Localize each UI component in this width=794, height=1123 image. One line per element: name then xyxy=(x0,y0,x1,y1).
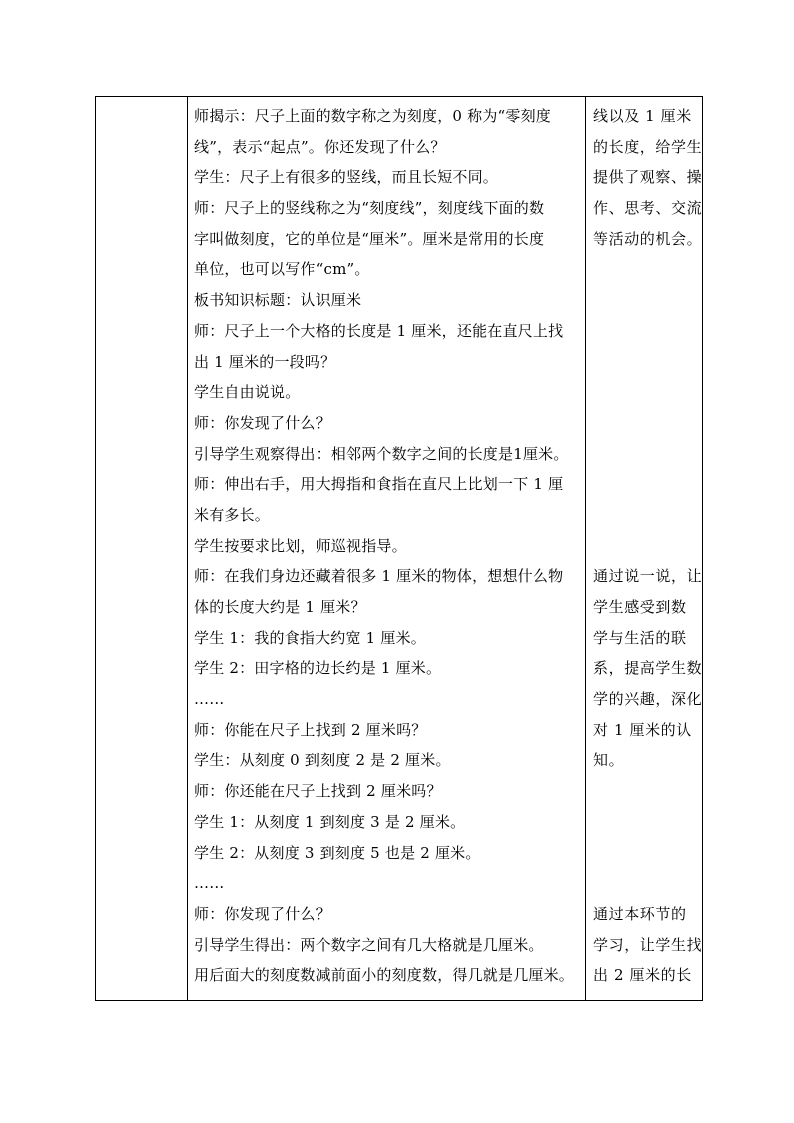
process-line: 线”，表示“起点”。你还发现了什么？ xyxy=(194,137,446,156)
process-line: 学生：尺子上有很多的竖线，而且长短不同。 xyxy=(194,168,499,187)
note-line: 作、思考、交流 xyxy=(593,199,703,218)
process-line: 引导学生得出：两个数字之间有几大格就是几厘米。 xyxy=(194,935,544,954)
blank-line xyxy=(593,807,702,838)
blank-line xyxy=(593,776,702,807)
process-line: 师：你发现了什么？ xyxy=(194,413,331,432)
process-line: 师：伸出右手，用大拇指和食指在直尺上比划一下 1 厘 xyxy=(194,475,564,494)
process-line: 师：尺子上的竖线称之为“刻度线”，刻度线下面的数 xyxy=(194,199,545,218)
note-line: 知。 xyxy=(593,751,625,770)
blank-line xyxy=(593,469,702,500)
process-line: 引导学生观察得出：相邻两个数字之间的长度是1厘米。 xyxy=(194,444,569,463)
note-line: 线以及 1 厘米 xyxy=(593,107,692,125)
note-line: 通过本环节的 xyxy=(593,904,687,923)
process-line: 学生：从刻度 0 到刻度 2 是 2 厘米。 xyxy=(194,751,451,770)
process-line: 学生 2：田字格的边长约是 1 厘米。 xyxy=(194,659,442,678)
process-line: 学生自由说说。 xyxy=(194,383,301,402)
process-line: 学生 1：从刻度 1 到刻度 3 是 2 厘米。 xyxy=(194,812,466,831)
blank-line xyxy=(593,316,702,347)
teaching-process-text xyxy=(188,97,585,991)
note-line: 学习，让学生找 xyxy=(593,935,703,954)
process-line: 体的长度大约是 1 厘米？ xyxy=(194,598,366,616)
blank-line xyxy=(593,285,702,316)
blank-line xyxy=(593,439,702,470)
process-line: …… xyxy=(194,690,225,709)
process-line: 学生按要求比划，师巡视指导。 xyxy=(194,536,407,555)
blank-line xyxy=(593,868,702,899)
process-line: 出 1 厘米的一段吗？ xyxy=(194,352,336,371)
process-line: 师：你发现了什么？ xyxy=(194,904,331,923)
blank-line xyxy=(593,500,702,531)
design-notes-cell xyxy=(586,97,703,1001)
lesson-plan-table xyxy=(95,96,703,1001)
note-line: 系，提高学生数 xyxy=(593,659,703,678)
note-line: 出 2 厘米的长 xyxy=(593,966,692,985)
process-line: …… xyxy=(194,874,225,893)
process-line: 学生 2：从刻度 3 到刻度 5 也是 2 厘米。 xyxy=(194,843,481,862)
note-line: 对 1 厘米的认 xyxy=(593,720,692,739)
process-line: 学生 1：我的食指大约宽 1 厘米。 xyxy=(194,628,426,647)
process-line: 单位，也可以写作“cm”。 xyxy=(194,260,370,279)
process-line: 师：你还能在尺子上找到 2 厘米吗？ xyxy=(194,782,442,801)
process-line: 师：你能在尺子上找到 2 厘米吗？ xyxy=(194,720,427,739)
process-line: 米有多长。 xyxy=(194,505,271,524)
process-line: 字叫做刻度，它的单位是“厘米”。厘米是常用的长度 xyxy=(194,229,545,248)
note-line: 提供了观察、操 xyxy=(593,168,703,187)
process-line: 用后面大的刻度数减前面小的刻度数，得几就是几厘米。 xyxy=(194,966,575,985)
blank-line xyxy=(593,254,702,285)
process-line: 师揭示：尺子上面的数字称之为刻度，0 称为“零刻度 xyxy=(194,107,551,125)
note-line: 学的兴趣，深化 xyxy=(593,690,703,709)
note-line: 的长度，给学生 xyxy=(593,137,703,156)
design-notes-text xyxy=(586,97,702,991)
note-line: 学与生活的联 xyxy=(593,628,687,647)
blank-line xyxy=(593,531,702,562)
process-line: 师：在我们身边还藏着很多 1 厘米的物体，想想什么物 xyxy=(194,567,564,586)
table-row xyxy=(96,97,703,1001)
teaching-process-cell xyxy=(188,97,586,1001)
process-line: 师：尺子上一个大格的长度是 1 厘米，还能在直尺上找 xyxy=(194,321,564,340)
blank-line xyxy=(593,347,702,378)
blank-line xyxy=(593,408,702,439)
note-line: 等活动的机会。 xyxy=(593,229,703,248)
note-line: 学生感受到数 xyxy=(593,598,687,616)
note-line: 通过说一说，让 xyxy=(593,567,703,586)
blank-line xyxy=(593,377,702,408)
process-line: 板书知识标题：认识厘米 xyxy=(194,291,362,310)
blank-line xyxy=(593,838,702,869)
section-cell xyxy=(96,97,188,1001)
